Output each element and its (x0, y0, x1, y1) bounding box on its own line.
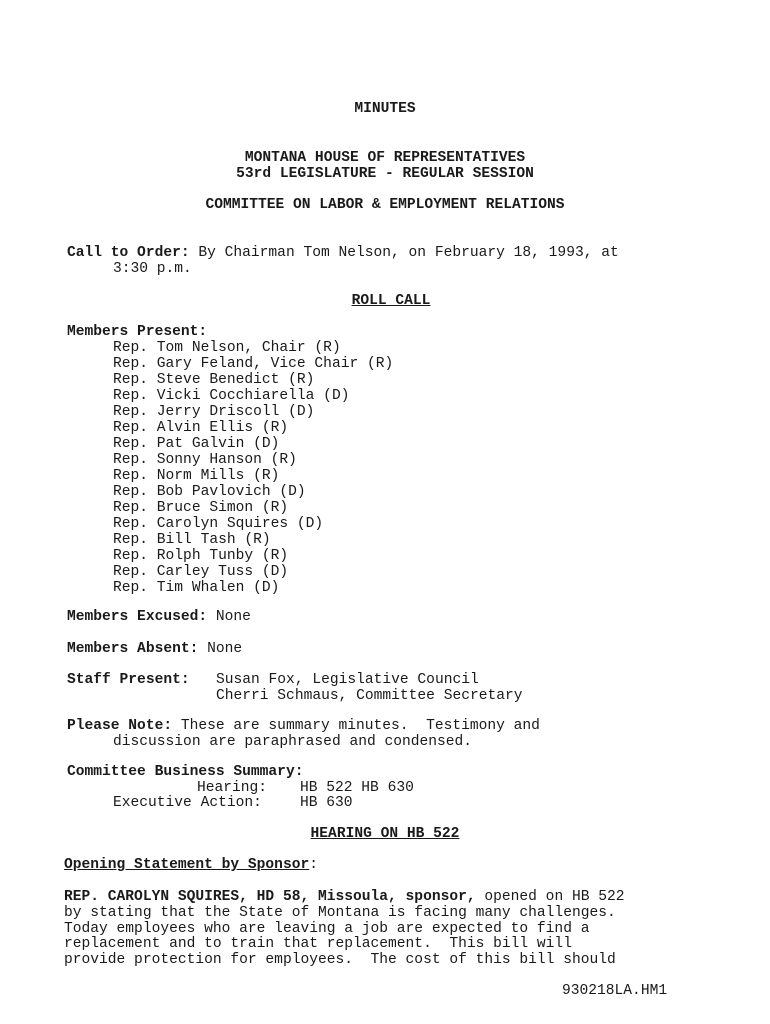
member-item: Rep. Bruce Simon (R) (113, 500, 289, 516)
committee-title: COMMITTEE ON LABOR & EMPLOYMENT RELATIONS (205, 197, 565, 213)
sponsor-name: REP. CAROLYN SQUIRES, HD 58, Missoula, sponsor, (64, 889, 476, 905)
session-title: 53rd LEGISLATURE - REGULAR SESSION (236, 166, 534, 182)
member-item: Rep. Jerry Driscoll (D) (113, 404, 315, 420)
opening-statement-colon: : (309, 857, 318, 873)
call-to-order (67, 245, 619, 261)
sponsor-paragraph-line: Today employees who are leaving a job are expected to find a (64, 921, 590, 937)
please-note-text-2: discussion are paraphrased and condensed. (113, 734, 473, 750)
call-to-order-label: Call to Order: (67, 245, 190, 261)
executive-action-label: Executive Action: (113, 795, 262, 811)
member-item: Rep. Rolph Tunby (R) (113, 548, 289, 564)
member-item: Rep. Tom Nelson, Chair (R) (113, 340, 341, 356)
member-item: Rep. Sonny Hanson (R) (113, 452, 297, 468)
member-item: Rep. Steve Benedict (R) (113, 372, 315, 388)
member-item: Rep. Carley Tuss (D) (113, 564, 289, 580)
member-item: Rep. Tim Whalen (D) (113, 580, 280, 596)
members-absent-value: None (198, 641, 243, 657)
member-item: Rep. Alvin Ellis (R) (113, 420, 289, 436)
please-note-text: These are summary minutes. Testimony and (172, 718, 540, 734)
please-note-label: Please Note: (67, 718, 173, 734)
staff-member: Cherri Schmaus, Committee Secretary (216, 688, 523, 704)
members-absent-label: Members Absent: (67, 641, 199, 657)
opening-statement (64, 857, 318, 873)
hearing-label: Hearing: (197, 780, 268, 796)
call-to-order-time: 3:30 p.m. (113, 261, 192, 277)
opening-statement-label: Opening Statement by Sponsor (64, 857, 310, 873)
member-item: Rep. Norm Mills (R) (113, 468, 280, 484)
hearing-value: HB 522 HB 630 (300, 780, 414, 796)
member-item: Rep. Carolyn Squires (D) (113, 516, 324, 532)
executive-action-value: HB 630 (300, 795, 353, 811)
business-summary-label: Committee Business Summary: (67, 764, 304, 780)
hearing-heading: HEARING ON HB 522 (310, 826, 460, 842)
members-excused-label: Members Excused: (67, 609, 208, 625)
member-item: Rep. Gary Feland, Vice Chair (R) (113, 356, 394, 372)
minutes-title: MINUTES (354, 101, 416, 117)
members-excused-value: None (207, 609, 251, 625)
members-absent (67, 641, 242, 657)
member-item: Rep. Bob Pavlovich (D) (113, 484, 306, 500)
roll-call-heading: ROLL CALL (351, 293, 431, 309)
member-item: Rep. Vicki Cocchiarella (D) (113, 388, 350, 404)
sponsor-paragraph-line: replacement and to train that replacement. This bill will (64, 936, 572, 952)
sponsor-paragraph-line (64, 889, 625, 905)
staff-present-label: Staff Present: (67, 672, 190, 688)
document-id: 930218LA.HM1 (562, 983, 668, 999)
members-excused (67, 609, 251, 625)
members-present-label: Members Present: (67, 324, 208, 340)
house-title: MONTANA HOUSE OF REPRESENTATIVES (244, 150, 526, 166)
sponsor-text: opened on HB 522 (475, 889, 625, 905)
member-item: Rep. Pat Galvin (D) (113, 436, 280, 452)
call-to-order-text: By Chairman Tom Nelson, on February 18, 1993, at (189, 245, 619, 261)
sponsor-paragraph-line: by stating that the State of Montana is facing many challenges. (64, 905, 616, 921)
member-item: Rep. Bill Tash (R) (113, 532, 271, 548)
staff-member: Susan Fox, Legislative Council (216, 672, 479, 688)
please-note (67, 718, 540, 734)
sponsor-paragraph-line: provide protection for employees. The cost of this bill should (64, 952, 616, 968)
